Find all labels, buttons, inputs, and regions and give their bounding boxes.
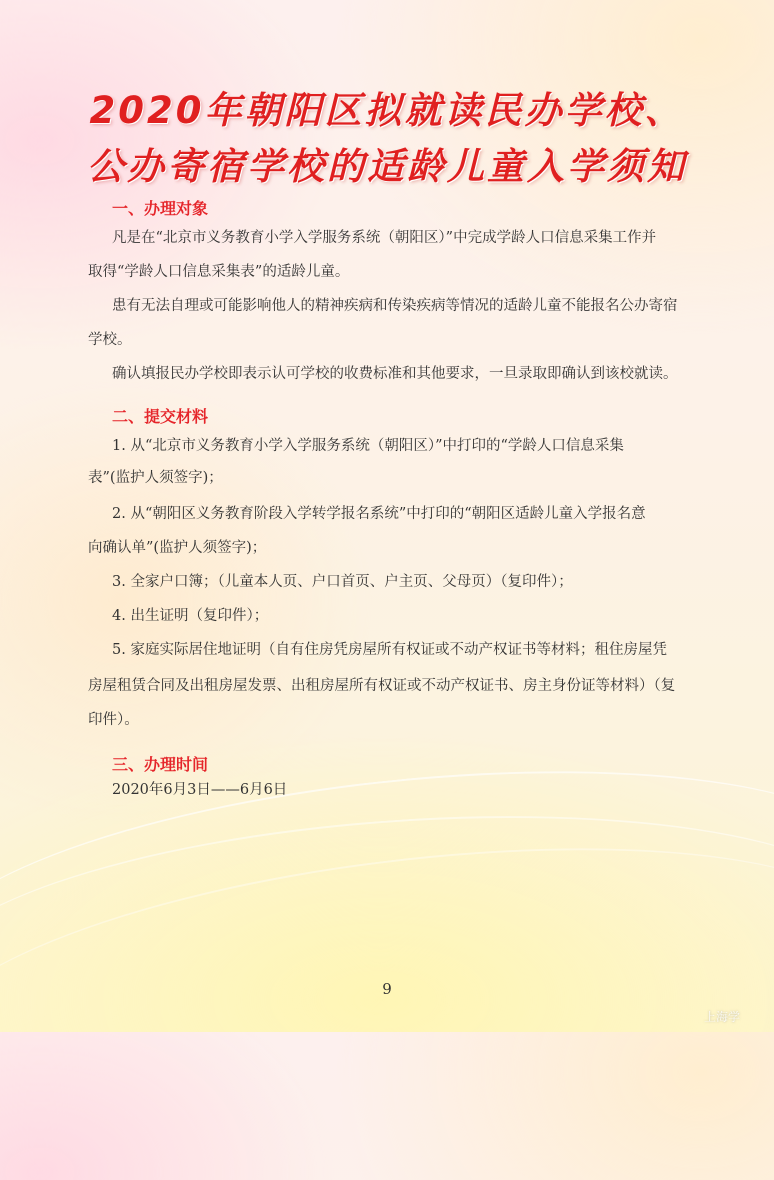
section-heading-targets: 一、办理对象 xyxy=(112,199,209,218)
paragraph-line: 确认填报民办学校即表示认可学校的收费标准和其他要求，一旦录取即确认到该校就读。 xyxy=(112,366,678,382)
list-item-continuation: 房屋租赁合同及出租房屋发票、出租房屋所有权证或不动产权证书、房主身份证等材料）（复 xyxy=(88,678,676,694)
paragraph-line: 患有无法自理或可能影响他人的精神疾病和传染疾病等情况的适龄儿童不能报名公办寄宿 xyxy=(112,298,678,314)
list-item: 4. 出生证明（复印件）； xyxy=(112,608,269,624)
paragraph-line: 凡是在“北京市义务教育小学入学服务系统（朝阳区）”中完成学龄人口信息采集工作并 xyxy=(112,230,657,246)
title-line-1: 2020年朝阳区拟就读民办学校、 xyxy=(89,89,685,132)
list-item-continuation: 表”(监护人须签字)； xyxy=(88,470,223,486)
list-item: 2. 从“朝阳区义务教育阶段入学转学报名系统”中打印的“朝阳区适龄儿童入学报名意 xyxy=(112,506,646,522)
section-heading-materials: 二、提交材料 xyxy=(112,407,209,426)
watermark: 上海学 xyxy=(704,1010,741,1024)
paragraph-line: 学校。 xyxy=(88,332,132,348)
list-item-continuation: 印件）。 xyxy=(88,712,139,728)
page-number: 9 xyxy=(382,980,392,998)
paragraph-line: 取得“学龄人口信息采集表”的适龄儿童。 xyxy=(88,264,350,280)
title-line-2: 公办寄宿学校的适龄儿童入学须知 xyxy=(87,145,687,188)
list-item: 3. 全家户口簿；（儿童本人页、户口首页、户主页、父母页）（复印件）； xyxy=(112,574,573,590)
list-item: 5. 家庭实际居住地证明（自有住房凭房屋所有权证或不动产权证书等材料；租住房屋凭 xyxy=(112,642,667,658)
section-heading-time: 三、办理时间 xyxy=(112,755,209,774)
date-range: 2020年6月3日——6月6日 xyxy=(112,782,288,798)
list-item-continuation: 向确认单”(监护人须签字)； xyxy=(88,540,267,556)
list-item: 1. 从“北京市义务教育小学入学服务系统（朝阳区）”中打印的“学龄人口信息采集 xyxy=(112,438,624,454)
